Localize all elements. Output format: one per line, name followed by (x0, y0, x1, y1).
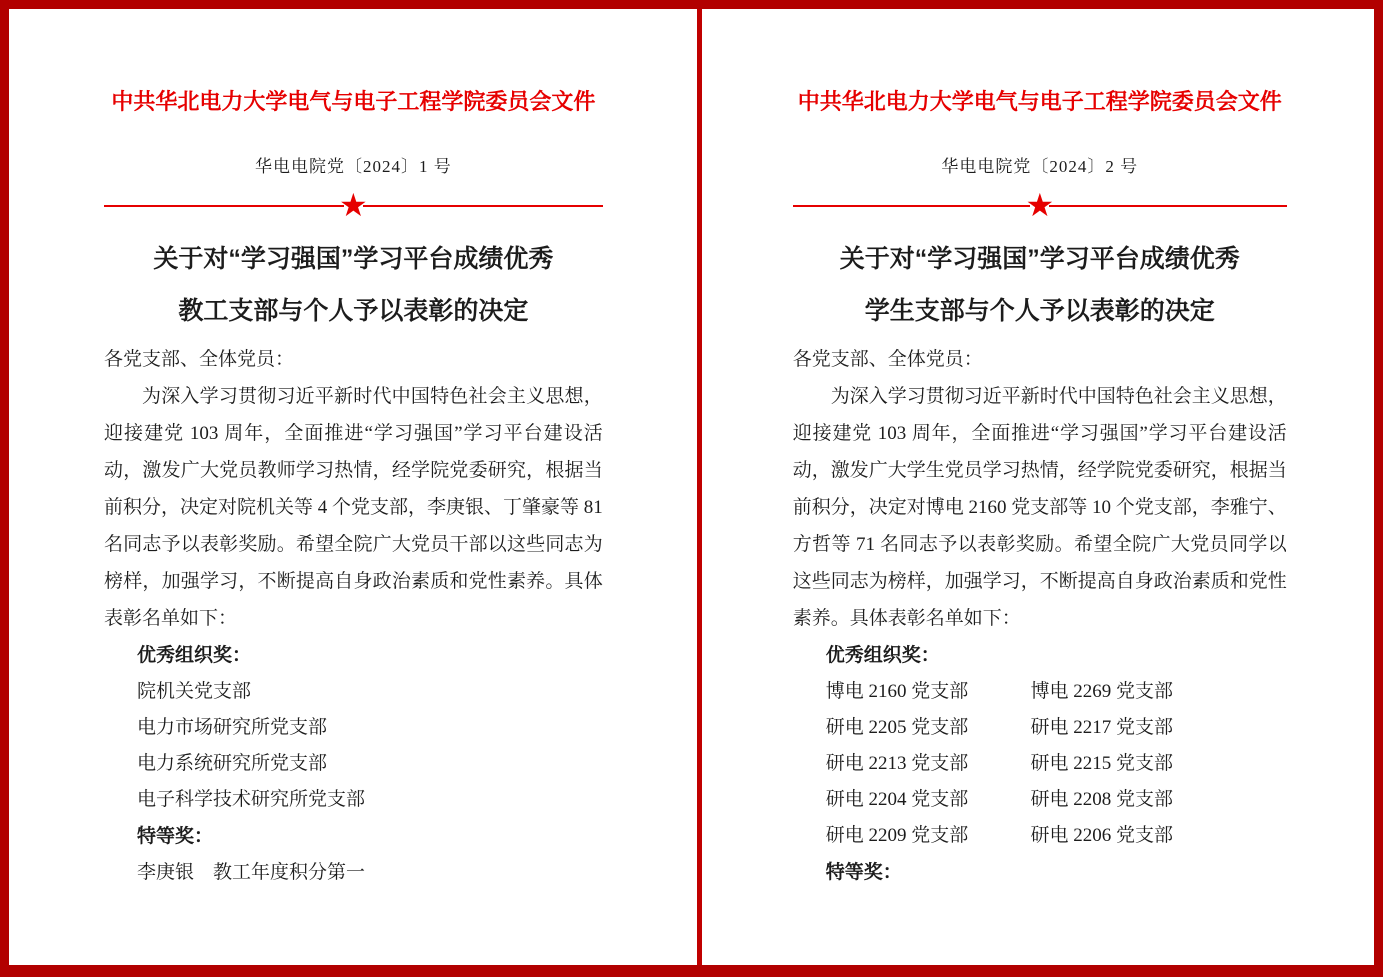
list-item: 研电 2217 党支部 (1030, 717, 1174, 738)
paragraph-line: 迎接建党 103 周年，全面推进“学习强国”学习平台建设活 (792, 423, 1287, 444)
list-row (793, 746, 1287, 782)
list-item: 博电 2269 党支部 (1030, 681, 1174, 702)
list-item: 电力系统研究所党支部 (137, 753, 328, 774)
list-item: 电子科学技术研究所党支部 (137, 789, 366, 810)
paragraph-line: 为深入学习贯彻习近平新时代中国特色社会主义思想， (830, 386, 1287, 407)
list-item: 研电 2208 党支部 (1030, 789, 1174, 810)
paragraph-line: 名同志予以表彰奖励。希望全院广大党员干部以这些同志为 (104, 534, 603, 555)
paragraph-line: 动，激发广大学生党员学习热情，经学院党委研究，根据当 (792, 460, 1287, 481)
list-item: 研电 2205 党支部 (825, 717, 969, 738)
red-rule-line-right (363, 205, 603, 207)
list-item: 研电 2204 党支部 (825, 789, 969, 810)
paragraph-line: 方哲等 71 名同志予以表彰奖励。希望全院广大党员同学以 (792, 534, 1287, 555)
paragraph-line: 榜样，加强学习，不断提高自身政治素质和党性素养。具体 (104, 571, 603, 592)
list-item: 研电 2209 党支部 (825, 825, 969, 846)
org-header: 中共华北电力大学电气与电子工程学院委员会文件 (797, 89, 1282, 114)
doc-title-line-1: 关于对“学习强国”学习平台成绩优秀 (153, 245, 554, 273)
org-header: 中共华北电力大学电气与电子工程学院委员会文件 (111, 89, 596, 114)
doc-number: 华电电院党〔2024〕2 号 (941, 157, 1139, 176)
paragraph-line: 动，激发广大党员教师学习热情，经学院党委研究，根据当 (104, 460, 603, 481)
list-row (793, 710, 1287, 746)
paragraph-line: 迎接建党 103 周年，全面推进“学习强国”学习平台建设活 (104, 423, 603, 444)
list-item: 研电 2215 党支部 (1030, 753, 1174, 774)
list-row (793, 782, 1287, 818)
salutation: 各党支部、全体党员： (104, 349, 295, 370)
red-rule-line-left (793, 205, 1031, 207)
star-icon: ★ (339, 187, 368, 223)
red-rule-line-left (104, 205, 344, 207)
salutation: 各党支部、全体党员： (792, 349, 983, 370)
paragraph-line: 为深入学习贯彻习近平新时代中国特色社会主义思想， (142, 386, 603, 407)
document-page-left (9, 9, 698, 965)
paragraph-line: 前积分，决定对院机关等 4 个党支部，李庚银、丁肇豪等 81 (104, 497, 603, 518)
list-row (793, 674, 1287, 710)
page-divider (697, 9, 702, 965)
doc-title-line-1: 关于对“学习强国”学习平台成绩优秀 (839, 245, 1240, 273)
paragraph-line: 这些同志为榜样，加强学习，不断提高自身政治素质和党性 (792, 571, 1287, 592)
doc-number: 华电电院党〔2024〕1 号 (255, 157, 452, 176)
doc-title-line-2: 学生支部与个人予以表彰的决定 (864, 297, 1215, 325)
list-item: 电力市场研究所党支部 (137, 717, 328, 738)
document-body (793, 341, 1287, 891)
paragraph-line: 素养。具体表彰名单如下： (792, 608, 1021, 629)
section-heading-organization-award: 优秀组织奖： (137, 645, 252, 666)
list-item: 研电 2206 党支部 (1030, 825, 1174, 846)
paragraph-line: 表彰名单如下： (104, 608, 238, 629)
red-rule (793, 189, 1287, 223)
red-rule-line-right (1049, 205, 1287, 207)
list-item: 博电 2160 党支部 (825, 681, 969, 702)
section-heading-special-award: 特等奖： (137, 826, 214, 847)
red-rule (104, 189, 603, 223)
list-item: 李庚银 教工年度积分第一 (137, 862, 366, 883)
star-icon: ★ (1025, 187, 1055, 223)
list-row (793, 818, 1287, 854)
list-item: 院机关党支部 (137, 681, 252, 702)
list-item: 研电 2213 党支部 (825, 753, 969, 774)
section-heading-special-award: 特等奖： (825, 862, 902, 883)
doc-title-line-2: 教工支部与个人予以表彰的决定 (178, 297, 529, 325)
paragraph-line: 前积分，决定对博电 2160 党支部等 10 个党支部，李雅宁、 (792, 497, 1287, 518)
section-heading-organization-award: 优秀组织奖： (825, 645, 940, 666)
document-page-right (698, 9, 1382, 965)
document-body (104, 341, 603, 891)
